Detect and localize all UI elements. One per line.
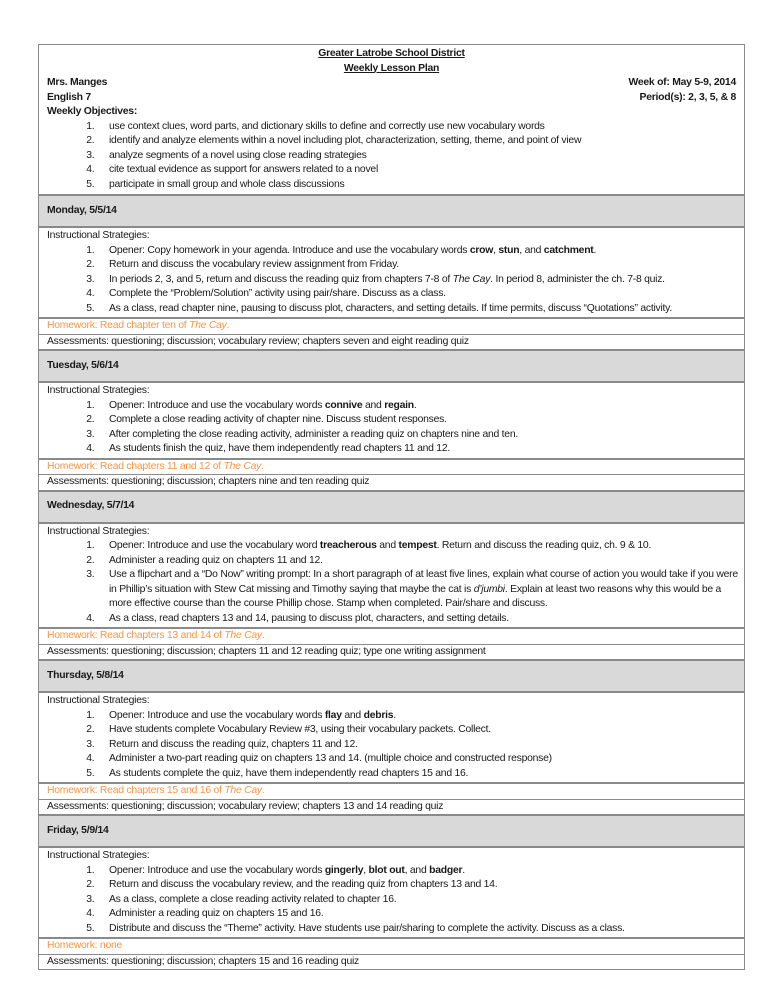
day-header-row bbox=[39, 815, 745, 847]
strategy-text: and bbox=[376, 540, 399, 551]
homework-punct: . bbox=[261, 630, 265, 641]
strategy-item bbox=[97, 244, 744, 259]
strategy-text: After completing the close reading activity, administer a reading quiz on chapters nine and ten. bbox=[109, 428, 518, 440]
objective-item: 5. participate in small group and whole class discussions bbox=[97, 178, 736, 193]
strategy-item bbox=[97, 723, 744, 738]
strategy-text: . bbox=[393, 709, 396, 721]
vocab-word: crow bbox=[469, 244, 494, 256]
strategies-cell bbox=[39, 382, 745, 459]
day-label-text: Friday, 5/9/14 bbox=[47, 824, 109, 836]
strategy-text: As a class, read chapter nine, pausing to discuss plot, characters, and setting details. If time permits, discuss “Quotations” activity. bbox=[109, 302, 672, 314]
homework-row bbox=[39, 628, 745, 644]
strategy-item bbox=[97, 767, 744, 782]
strategy-text: Opener: Introduce and use the vocabulary words bbox=[109, 399, 325, 411]
vocab-word: regain bbox=[384, 399, 414, 411]
homework-row bbox=[39, 459, 745, 475]
day-header-row bbox=[39, 350, 745, 382]
vocab-word: gingerly bbox=[324, 864, 364, 876]
strategy-text: , bbox=[493, 244, 499, 256]
assessments-text: Assessments: questioning; discussion; vocabulary review; chapters seven and eight reading quiz bbox=[47, 335, 469, 347]
homework-cell bbox=[39, 459, 745, 475]
homework-text: Homework: none bbox=[47, 940, 123, 951]
strategy-item bbox=[97, 273, 744, 288]
homework-punct: . bbox=[261, 460, 264, 472]
assessments-text: Assessments: questioning; discussion; chapters 15 and 16 reading quiz bbox=[47, 955, 359, 967]
lesson-plan-table bbox=[38, 44, 745, 970]
strategy-text: As a class, complete a close reading activity related to chapter 16. bbox=[109, 893, 397, 905]
assessments-text: Assessments: questioning; discussion; chapters nine and ten reading quiz bbox=[47, 476, 370, 487]
strategies-cell bbox=[39, 692, 745, 783]
strategy-text: As students finish the quiz, have them independently read chapters 11 and 12. bbox=[109, 443, 451, 454]
vocab-word: catchment bbox=[543, 244, 594, 256]
day-header-row bbox=[39, 660, 745, 692]
vocab-word: blot out bbox=[368, 864, 405, 876]
strategy-item bbox=[97, 413, 744, 428]
strategy-item bbox=[97, 709, 744, 724]
strategy-text: Opener: Introduce and use the vocabulary words bbox=[109, 864, 325, 876]
assessments-cell bbox=[39, 799, 745, 815]
assessments-cell bbox=[39, 334, 745, 350]
homework-text: Homework: Read chapters 13 and 14 of bbox=[47, 630, 225, 641]
strategy-text: Distribute and discuss the “Theme” activity. Have students use pair/sharing to complete the activity. Discuss as a class. bbox=[109, 922, 625, 934]
strategy-text: Administer a reading quiz on chapters 11 and 12. bbox=[109, 554, 323, 566]
strategies-row bbox=[39, 847, 745, 938]
week-of: Week of: May 5-9, 2014 bbox=[628, 77, 736, 88]
strategy-item bbox=[97, 539, 744, 554]
day-label bbox=[39, 350, 745, 382]
assessments-row bbox=[39, 954, 745, 970]
strategy-item bbox=[97, 554, 744, 569]
day-label bbox=[39, 660, 745, 692]
day-label-text: Thursday, 5/8/14 bbox=[47, 669, 124, 681]
strategy-text: As students complete the quiz, have them independently read chapters 15 and 16. bbox=[109, 767, 469, 779]
strategies-list bbox=[47, 864, 744, 937]
strategies-row bbox=[39, 382, 745, 459]
strategy-item bbox=[97, 878, 744, 893]
strategy-text: , and bbox=[519, 244, 544, 256]
assessments-cell bbox=[39, 644, 745, 660]
strategies-list bbox=[47, 709, 744, 782]
strategies-cell bbox=[39, 227, 745, 318]
strategy-text: Complete the “Problem/Solution” activity using pair/share. Discuss as a class. bbox=[109, 288, 446, 299]
strategies-row bbox=[39, 692, 745, 783]
day-label bbox=[39, 195, 745, 227]
assessments-row bbox=[39, 334, 745, 350]
vocab-word: flay bbox=[324, 709, 342, 721]
assessments-text: Assessments: questioning; discussion; vocabulary review; chapters 13 and 14 reading quiz bbox=[47, 800, 444, 812]
homework-cell bbox=[39, 938, 745, 954]
day-label-text: Monday, 5/5/14 bbox=[47, 204, 117, 216]
vocab-word: treacherous bbox=[319, 540, 377, 551]
strategy-text: . bbox=[413, 399, 417, 411]
lesson-plan-page bbox=[38, 44, 745, 970]
district-title: Greater Latrobe School District bbox=[318, 48, 465, 59]
objective-item: 1. use context clues, word parts, and dictionary skills to define and correctly use new vocabulary words bbox=[97, 120, 736, 135]
strategies-row bbox=[39, 227, 745, 318]
strategy-text: Opener: Copy homework in your agenda. Introduce and use the vocabulary words bbox=[109, 244, 470, 256]
objective-item: 2. identify and analyze elements within a novel including plot, characterization, setting, theme, and point of view bbox=[97, 134, 736, 149]
homework-punct: . bbox=[226, 320, 230, 331]
vocab-word: debris bbox=[363, 709, 394, 721]
homework-book-title: The Cay bbox=[189, 320, 227, 331]
strategies-label: Instructional Strategies: bbox=[47, 850, 150, 861]
strategy-text: Complete a close reading activity of chapter nine. Discuss student responses. bbox=[109, 414, 447, 425]
teacher-row bbox=[47, 76, 736, 91]
day-header-row bbox=[39, 491, 745, 523]
homework-row bbox=[39, 783, 745, 799]
strategies-list bbox=[47, 399, 744, 457]
strategy-item bbox=[97, 864, 744, 879]
strategy-item bbox=[97, 907, 744, 922]
day-label bbox=[39, 491, 745, 523]
strategy-text: Opener: Introduce and use the vocabulary words bbox=[109, 709, 325, 721]
strategy-text: . Return and discuss the reading quiz, ch. 9 & 10. bbox=[436, 540, 652, 551]
assessments-row bbox=[39, 475, 745, 491]
vocab-word: connive bbox=[324, 399, 363, 411]
objective-item: 4. cite textual evidence as support for answers related to a novel bbox=[97, 163, 736, 178]
strategy-text: Administer a two-part reading quiz on chapters 13 and 14. (multiple choice and constructed response) bbox=[109, 753, 552, 764]
strategy-item bbox=[97, 752, 744, 767]
strategy-item bbox=[97, 612, 744, 627]
strategy-item bbox=[97, 258, 744, 273]
vocab-word: stun bbox=[498, 244, 520, 256]
homework-cell bbox=[39, 628, 745, 644]
strategy-text: Opener: Introduce and use the vocabulary word bbox=[109, 540, 320, 551]
course-row bbox=[47, 91, 736, 106]
vocab-word: tempest bbox=[398, 540, 437, 551]
strategy-text: Return and discuss the reading quiz, chapters 11 and 12. bbox=[109, 738, 358, 750]
strategy-item bbox=[97, 738, 744, 753]
objective-item: 3. analyze segments of a novel using close reading strategies bbox=[97, 149, 736, 164]
strategy-text: , bbox=[363, 864, 369, 876]
strategies-label: Instructional Strategies: bbox=[47, 525, 150, 537]
strategy-item bbox=[97, 428, 744, 443]
strategy-text: Have students complete Vocabulary Review #3, using their vocabulary packets. Collect. bbox=[109, 724, 491, 735]
strategy-item bbox=[97, 922, 744, 937]
strategies-label: Instructional Strategies: bbox=[47, 695, 150, 706]
assessments-cell bbox=[39, 475, 745, 491]
header-cell bbox=[39, 45, 745, 196]
teacher-name: Mrs. Manges bbox=[47, 77, 108, 88]
homework-punct: . bbox=[261, 785, 265, 796]
course-name: English 7 bbox=[47, 91, 91, 103]
strategy-text: , and bbox=[404, 864, 430, 876]
strategy-text: . In period 8, administer the ch. 7-8 quiz. bbox=[490, 273, 665, 285]
homework-cell bbox=[39, 318, 745, 334]
strategy-text: . bbox=[462, 864, 465, 876]
strategies-list bbox=[47, 539, 744, 626]
strategy-item bbox=[97, 893, 744, 908]
objectives-label: Weekly Objectives: bbox=[47, 106, 138, 117]
strategy-text: In periods 2, 3, and 5, return and discuss the reading quiz from chapters 7-8 of bbox=[109, 273, 453, 285]
plan-title: Weekly Lesson Plan bbox=[343, 62, 440, 74]
homework-book-title: The Cay bbox=[224, 785, 262, 796]
strategy-text: Return and discuss the vocabulary review assignment from Friday. bbox=[109, 259, 399, 270]
vocab-word: badger bbox=[429, 864, 463, 876]
strategies-cell bbox=[39, 523, 745, 629]
strategies-list bbox=[47, 244, 744, 317]
homework-cell bbox=[39, 783, 745, 799]
day-label bbox=[39, 815, 745, 847]
homework-text: Homework: Read chapter ten of bbox=[47, 320, 190, 331]
homework-row bbox=[39, 318, 745, 334]
strategies-label: Instructional Strategies: bbox=[47, 385, 150, 396]
strategy-item bbox=[97, 399, 744, 414]
strategy-text: and bbox=[362, 399, 385, 411]
strategy-item bbox=[97, 287, 744, 302]
homework-text: Homework: Read chapters 15 and 16 of bbox=[47, 785, 225, 796]
strategies-row bbox=[39, 523, 745, 629]
periods: Period(s): 2, 3, 5, & 8 bbox=[639, 91, 736, 103]
strategy-text: Administer a reading quiz on chapters 15 and 16. bbox=[109, 908, 324, 919]
assessments-cell bbox=[39, 954, 745, 970]
italic-title: d’jumbi bbox=[473, 583, 505, 595]
day-header-row bbox=[39, 195, 745, 227]
strategy-item bbox=[97, 568, 744, 612]
strategy-text: . Explain at least two reasons why this would be a more effective course than the course Phillip chose. Stamp when completed. Pair/share and discuss. bbox=[109, 583, 722, 609]
italic-title: The Cay bbox=[452, 273, 491, 285]
strategy-item bbox=[97, 302, 744, 317]
homework-row bbox=[39, 938, 745, 954]
days-section bbox=[39, 195, 745, 970]
assessments-row bbox=[39, 644, 745, 660]
day-label-text: Wednesday, 5/7/14 bbox=[47, 500, 135, 512]
strategies-label: Instructional Strategies: bbox=[47, 230, 150, 241]
assessments-row bbox=[39, 799, 745, 815]
strategy-text: and bbox=[341, 709, 364, 721]
strategy-text: Return and discuss the vocabulary review, and the reading quiz from chapters 13 and 14. bbox=[109, 879, 498, 890]
strategy-text: As a class, read chapters 13 and 14, pausing to discuss plot, characters, and setting details. bbox=[109, 612, 509, 624]
homework-book-title: The Cay bbox=[223, 460, 262, 472]
strategy-text: . bbox=[593, 244, 597, 256]
strategy-text: Use a flipchart and a “Do Now” writing prompt: In a short paragraph of at least five lines, explain what course of action you would take if you were in Phillip’s situation with Stew Cat missing and Timothy saying that maybe the cat is bbox=[109, 569, 738, 595]
homework-book-title: The Cay bbox=[224, 630, 262, 641]
header-row bbox=[39, 45, 745, 196]
day-label-text: Tuesday, 5/6/14 bbox=[47, 359, 119, 371]
homework-text: Homework: Read chapters 11 and 12 of bbox=[47, 460, 224, 472]
assessments-text: Assessments: questioning; discussion; chapters 11 and 12 reading quiz; type one writing assignment bbox=[47, 645, 486, 657]
strategies-cell bbox=[39, 847, 745, 938]
objectives-list bbox=[47, 120, 736, 193]
strategy-item bbox=[97, 442, 744, 457]
